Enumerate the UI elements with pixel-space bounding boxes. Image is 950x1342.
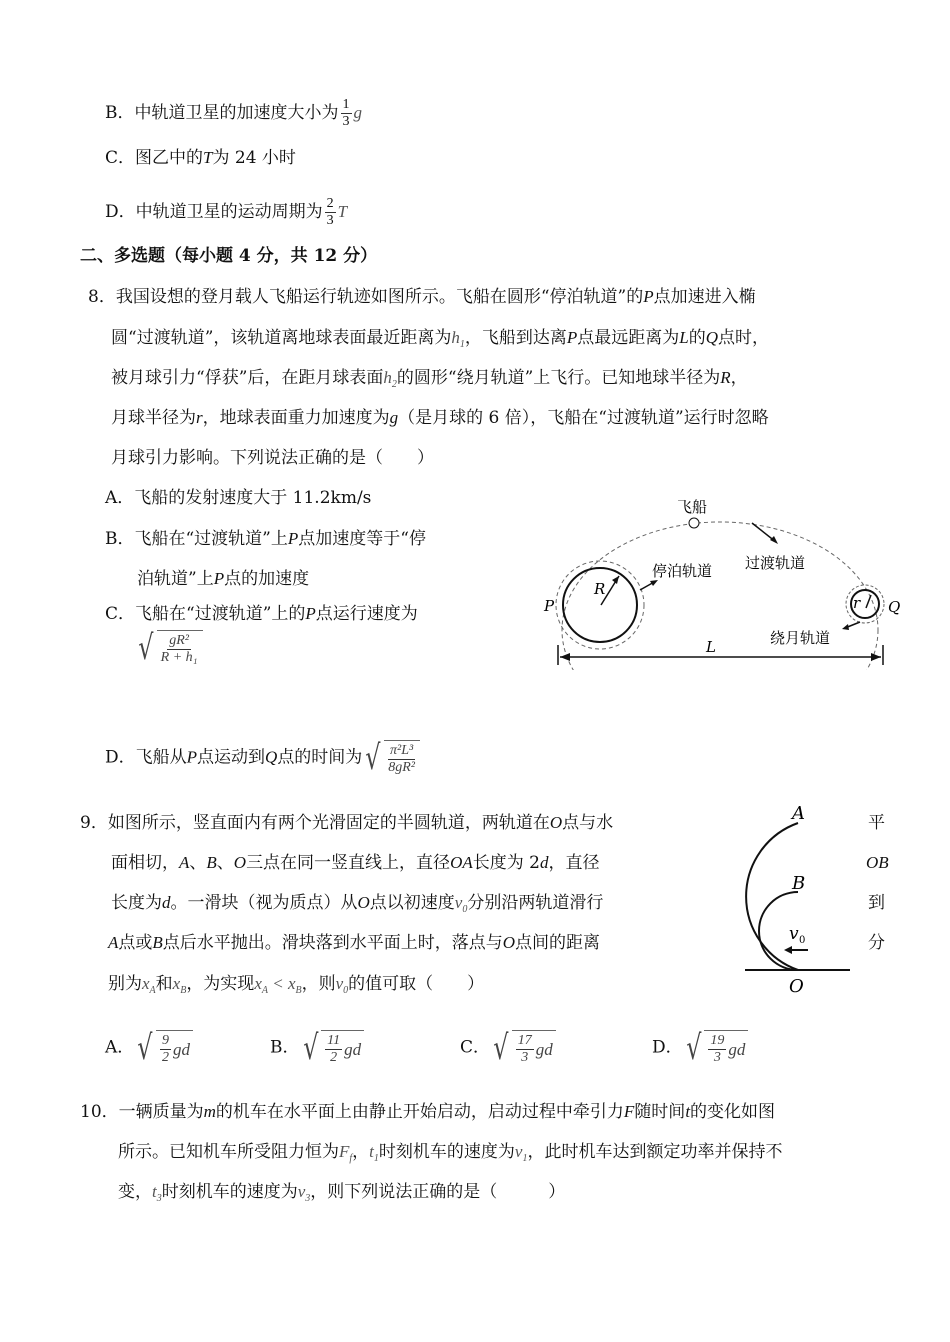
label-R: R [594,580,606,598]
text-run: 8．我国设想的登月载人飞船运行轨迹如图所示。飞船在圆形“停泊轨道”的 [88,287,644,307]
text-run: ， [352,1142,370,1162]
text-run: 的圆形“绕月轨道”上飞行。已知地球半径为 [396,368,721,388]
q9-overflow [868,932,885,954]
math-variable: B [152,933,163,952]
radical-sign: √ [365,738,381,778]
radical-sign: √ [138,628,154,668]
math-symbol [152,1182,162,1204]
text-run: 到 [868,893,885,913]
math-variable: OB [866,853,889,872]
math-subscript: A [149,985,156,996]
text-run: 点间的距离 [515,933,601,953]
math-base: x [172,974,181,993]
option-9a [105,1030,193,1066]
q9-stem [111,852,599,874]
math-base: x [142,974,150,993]
q8-stem [111,407,769,429]
text-run: 圆“过渡轨道”，该轨道离地球表面最近距离为 [111,328,452,348]
math-variable: B [206,853,217,872]
fraction [516,1033,534,1066]
math-variable: gd [172,1039,190,1059]
text-run: ，为实现 [186,974,255,994]
text-run: C．图乙中的 [105,148,204,168]
q9-stem [108,973,484,1002]
math-subscript: 0 [462,904,468,915]
text-run: D． [652,1037,683,1058]
math-variable: R [720,368,731,387]
q9-stem [80,812,613,834]
text-run: ，飞船到达离 [464,328,567,348]
text-run: ，则 [301,974,336,994]
math-variable: O [233,853,247,872]
text-run: 平 [868,813,885,833]
square-root [683,1030,749,1066]
q8-stem [111,327,769,356]
fraction [325,1033,342,1066]
label-ship: 飞船 [677,498,708,516]
math-base: g [353,103,362,122]
math-symbol [254,974,268,996]
math-subscript: 3 [305,1193,311,1204]
math-variable: m [203,1102,216,1121]
option-7c [105,147,296,169]
label-transfer-orbit: 过渡轨道 [745,554,806,572]
fraction-numerator: 11 [327,1033,341,1048]
math-subscript: 0 [343,985,349,996]
radicand [321,1030,364,1066]
text-run: 点时， [718,328,770,348]
text-run: D．中轨道卫星的运动周期为 [105,202,323,222]
math-symbol [514,1142,528,1164]
math-base: v [335,974,344,993]
text-run: B．飞船在“过渡轨道”上 [105,529,288,549]
section-heading [80,245,377,267]
text-run: （是月球的 6 倍），飞船在“过渡轨道”运行时忽略 [398,408,769,428]
q9-overflow [868,812,885,834]
text-run: 时刻机车的速度为 [161,1182,298,1202]
math-variable: d [539,853,549,872]
math-symbol [335,974,349,996]
text-run: 点运动到 [197,747,266,768]
fraction-denominator: 3 [342,114,350,129]
q9-overflow [866,852,889,874]
math-variable: P [305,604,316,623]
text-run: 被月球引力“俘获”后，在距月球表面 [111,368,384,388]
math-symbol [454,893,468,915]
option-8b [137,568,309,590]
math-variable: gd [728,1039,746,1059]
text-run: B．中轨道卫星的加速度大小为 [105,103,339,123]
square-root [135,630,203,666]
fraction [325,196,336,229]
semicircle-track-diagram [710,795,860,1000]
text-run: 的机车在水平面上由静止开始启动，启动过程中牵引力 [215,1102,624,1122]
math-variable: O [502,933,516,952]
fraction-denominator: 8gR² [388,760,415,775]
math-base: < x [267,974,296,993]
fraction-numerator: 19 [710,1033,725,1048]
square-root [300,1030,365,1066]
text-run: 点最远距离为 [577,328,680,348]
math-base: h [451,328,460,347]
math-base: v [454,893,463,912]
text-run: 。一滑块（视为质点）从 [170,893,358,913]
text-run: 长度为 2 [472,853,540,873]
label-r: r [853,594,861,612]
math-subscript: 1 [522,1153,528,1164]
math-variable: Q [705,328,719,347]
math-subscript: B [295,985,302,996]
math-symbol [297,1182,311,1204]
text-run: 点加速度等于“停 [298,529,426,549]
label-A: A [792,803,805,824]
text-run: 变， [118,1182,152,1202]
parking-orbit [556,561,644,649]
text-run: ，地球表面重力加速度为 [202,408,390,428]
radicand [704,1030,748,1066]
math-variable: r [196,408,203,427]
math-variable: g [389,408,399,427]
text-run: 月球引力影响。下列说法正确的是（ ） [111,448,434,468]
math-variable: P [643,287,654,306]
text-run: 、 [189,853,207,873]
label-v-sub: 0 [799,935,806,946]
math-symbol [142,974,156,996]
math-symbol [383,368,397,390]
label-B: B [792,873,806,894]
text-run: 、 [216,853,234,873]
option-9b [270,1030,364,1066]
q10-stem [118,1141,782,1170]
fraction-denominator: 3 [713,1050,721,1065]
option-9d [652,1030,748,1066]
text-run: ， [730,368,748,388]
label-O: O [789,976,804,997]
label-L: L [706,638,716,656]
label-parking-orbit: 停泊轨道 [652,562,713,580]
text-run: 点加速进入椭 [653,287,756,307]
text-run: 点的时间为 [277,747,363,768]
radicand [156,1030,193,1066]
text-run: 所示。已知机车所受阻力恒为 [118,1142,339,1162]
math-base: T [337,202,348,221]
math-base: x [254,974,262,993]
math-variable: O [549,813,563,832]
text-run: A．飞船的发射速度大于 11.2km/s [105,488,372,508]
fraction [388,743,415,776]
label-v: v [789,924,799,944]
math-subscript: B [180,985,187,996]
math-variable: t [685,1102,691,1121]
math-subscript: A [261,985,268,996]
fraction-numerator: gR² [169,633,189,648]
math-symbol [369,1142,379,1164]
text-run: 点或 [118,933,153,953]
text-run: 点后水平抛出。滑块落到水平面上时，落点与 [162,933,503,953]
math-variable: A [179,853,190,872]
math-variable: gd [344,1039,362,1059]
fraction-numerator: 9 [161,1033,169,1048]
text-run: 分 [868,933,885,953]
fraction-denominator: 2 [161,1050,169,1065]
option-8c-formula [135,630,203,666]
orbit-diagram [540,490,910,670]
radical-sign: √ [685,1028,702,1068]
math-variable: L [679,328,689,347]
math-subscript: 2 [391,379,397,390]
radical-sign: √ [302,1028,318,1068]
q8-stem [88,286,756,308]
fraction [708,1033,726,1066]
math-symbol [354,103,363,122]
option-7d [105,196,347,229]
square-root [362,740,420,776]
text-run: 点运行速度为 [315,604,418,624]
text-run: 三点在同一竖直线上，直径 [246,853,451,873]
text-run: 的 [688,328,706,348]
option-8b [105,528,426,550]
text-run: 长度为 [111,893,162,913]
text-run: C． [460,1037,491,1058]
q9-stem [111,892,603,921]
square-root [134,1030,193,1066]
fraction-denominator: 2 [330,1050,338,1065]
math-base: h [383,368,392,387]
math-base: t [369,1142,374,1161]
math-symbol [267,974,302,996]
fraction [161,633,198,666]
fraction-numerator: π²L³ [389,743,414,758]
fraction-numerator: 17 [517,1033,532,1048]
option-7b [105,97,362,130]
math-base: F [339,1142,350,1161]
text-run: 面相切， [111,853,179,873]
math-variable: T [203,148,213,167]
text-run: 别为 [108,974,142,994]
math-subscript: f [349,1153,353,1164]
math-variable: P [186,747,198,767]
text-run: ，此时机车达到额定功率并保持不 [527,1142,783,1162]
label-lunar-orbit: 绕月轨道 [770,629,831,647]
q8-stem [111,367,748,396]
math-subscript: 3 [156,1193,162,1204]
fraction-numerator: 1 [342,97,350,112]
text-run: C．飞船在“过渡轨道”上的 [105,604,306,624]
text-run: 点与水 [562,813,614,833]
math-symbol [338,202,347,221]
fraction-denominator: R + h₁ [160,650,198,665]
fraction [341,97,352,130]
text-run: 点的加速度 [224,569,310,589]
square-root [490,1030,556,1066]
math-variable: gd [535,1039,553,1059]
math-subscript: 1 [459,339,465,350]
math-variable: d [162,893,171,912]
math-subscript: 1 [373,1153,379,1164]
radical-sign: √ [137,1028,153,1068]
math-variable: F [623,1102,635,1121]
math-variable: Q [265,747,278,767]
math-variable: A [108,933,119,952]
math-symbol [172,974,187,996]
text-run: 随时间 [634,1102,686,1122]
option-9c [460,1030,556,1066]
fraction-denominator: 3 [521,1050,529,1065]
math-variable: P [213,569,225,588]
math-symbol [339,1142,353,1164]
math-variable: P [287,529,299,548]
math-variable: O [357,893,370,912]
text-run: 时刻机车的速度为 [378,1142,515,1162]
radicand [384,740,420,776]
label-P: P [544,597,555,615]
text-run: 月球半径为 [111,408,196,428]
text-run: 和 [155,974,173,994]
text-run: ，直径 [548,853,600,873]
text-run: 分别沿两轨道滑行 [467,893,604,913]
option-8c [105,603,418,625]
radicand [512,1030,556,1066]
q10-stem [80,1101,775,1123]
label-Q: Q [888,598,901,616]
text-run: 点以初速度 [369,893,455,913]
fraction [160,1033,171,1066]
bold-text: 二、多选题（每小题 4 分，共 12 分） [80,246,378,266]
fraction-numerator: 2 [326,196,334,211]
math-base: v [297,1182,306,1201]
text-run: 的值可取（ ） [348,974,485,994]
text-run: 的变化如图 [690,1102,776,1122]
q10-stem [118,1181,565,1210]
math-variable: P [566,328,578,347]
radical-sign: √ [493,1028,509,1068]
q8-stem [111,447,434,469]
math-symbol [451,328,465,350]
text-run: A． [105,1037,135,1058]
option-8d [105,740,420,776]
text-run: 泊轨道”上 [137,569,214,589]
fraction-denominator: 3 [326,213,334,228]
math-variable: OA [450,853,473,872]
text-run: 9．如图所示，竖直面内有两个光滑固定的半圆轨道，两轨道在 [80,813,550,833]
math-base: t [152,1182,157,1201]
spaceship [689,518,699,528]
option-8a [105,487,371,509]
text-run: 为 24 小时 [212,148,296,168]
radicand [157,630,203,666]
q9-overflow [868,892,885,914]
text-run: 10．一辆质量为 [80,1102,204,1122]
text-run: D．飞船从 [105,747,187,768]
text-run: ，则下列说法正确的是（ ） [310,1182,566,1202]
q9-stem [108,932,600,954]
text-run: B． [270,1037,300,1058]
math-base: v [514,1142,523,1161]
